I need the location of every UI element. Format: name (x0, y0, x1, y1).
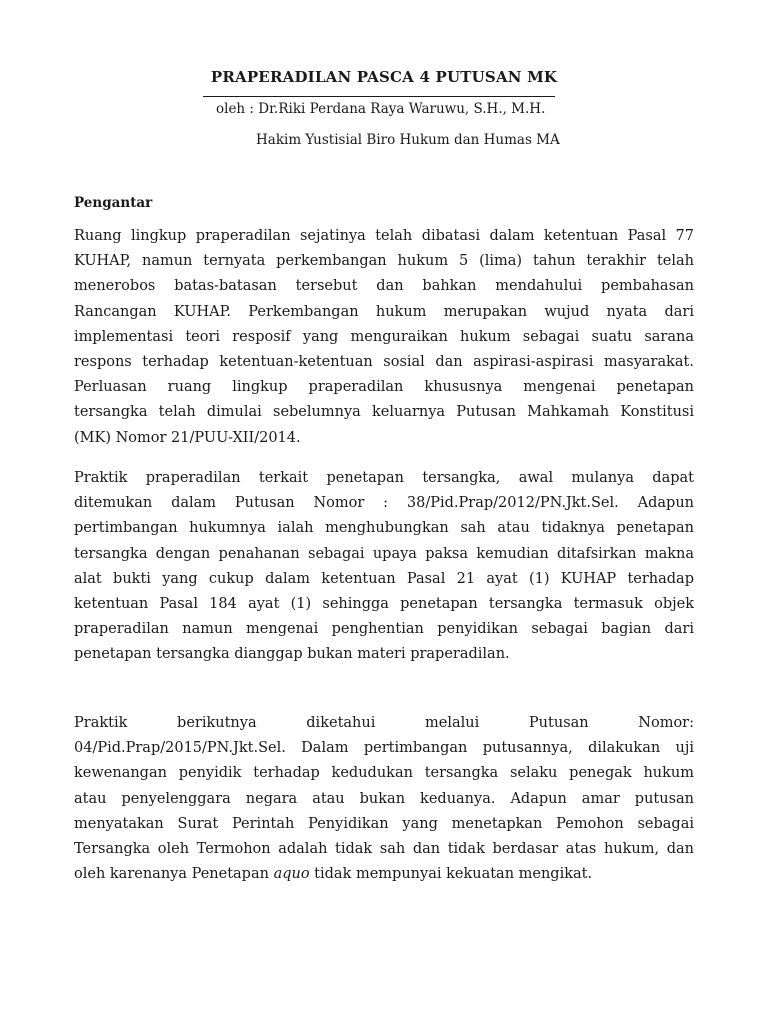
paragraph-line: Praktik berikutnya diketahui melalui Putusan Nomor: (74, 715, 694, 731)
affiliation-line: Hakim Yustisial Biro Hukum dan Humas MA (256, 132, 560, 148)
paragraph-line: tersangka dengan penahanan sebagai upaya paksa kemudian ditafsirkan makna (74, 545, 694, 562)
paragraph-2 (74, 466, 694, 668)
title-underline (203, 96, 555, 97)
author-line: oleh : Dr.Riki Perdana Raya Waruwu, S.H., M.H. (216, 101, 546, 117)
paragraph-line: atau penyelenggara negara atau bukan keduanya. Adapun amar putusan (74, 790, 694, 807)
paragraph-line: Ruang lingkup praperadilan sejatinya telah dibatasi dalam ketentuan Pasal 77 (74, 228, 694, 244)
paragraph-line: implementasi teori resposif yang menguraikan hukum sebagai suatu sarana (74, 328, 694, 345)
paragraph-1 (74, 224, 694, 451)
paragraph-3 (74, 711, 694, 887)
paragraph-line: 04/Pid.Prap/2015/PN.Jkt.Sel. Dalam pertimbangan putusannya, dilakukan uji (74, 740, 694, 757)
paragraph-line: menyatakan Surat Perintah Penyidikan yang menetapkan Pemohon sebagai (74, 815, 694, 832)
paragraph-line: (MK) Nomor 21/PUU-XII/2014. (74, 429, 301, 446)
paragraph-line: menerobos batas-batasan tersebut dan bahkan mendahului pembahasan (74, 278, 694, 295)
paragraph-line: penetapan tersangka dianggap bukan materi praperadilan. (74, 646, 510, 663)
paragraph-line: respons terhadap ketentuan-ketentuan sosial dan aspirasi-aspirasi masyarakat. (74, 354, 694, 371)
paragraph-line: Praktik praperadilan terkait penetapan tersangka, awal mulanya dapat (74, 470, 694, 486)
paragraph-line: praperadilan namun mengenai penghentian penyidikan sebagai bagian dari (74, 621, 694, 638)
paragraph-line: alat bukti yang cukup dalam ketentuan Pasal 21 ayat (1) KUHAP terhadap (74, 570, 694, 587)
paragraph-line: ketentuan Pasal 184 ayat (1) sehingga penetapan tersangka termasuk objek (74, 596, 694, 613)
section-heading: Pengantar (74, 195, 153, 211)
paragraph-line: Perluasan ruang lingkup praperadilan khususnya mengenai penetapan (74, 379, 694, 396)
paragraph-line: pertimbangan hukumnya ialah menghubungkan sah atau tidaknya penetapan (74, 520, 694, 537)
paragraph-line: kewenangan penyidik terhadap kedudukan tersangka selaku penegak hukum (74, 765, 694, 782)
paragraph-line: Rancangan KUHAP. Perkembangan hukum merupakan wujud nyata dari (74, 303, 694, 320)
paragraph-line: Tersangka oleh Termohon adalah tidak sah dan tidak berdasar atas hukum, dan (74, 841, 694, 858)
paragraph-line: tersangka telah dimulai sebelumnya keluarnya Putusan Mahkamah Konstitusi (74, 404, 694, 421)
document-title: PRAPERADILAN PASCA 4 PUTUSAN MK (210, 68, 558, 86)
text-run: oleh karenanya Penetapan (74, 866, 274, 883)
paragraph-line (74, 862, 694, 887)
italic-term: aquo (273, 866, 310, 883)
text-run: tidak mempunyai kekuatan mengikat. (309, 866, 593, 883)
paragraph-line: ditemukan dalam Putusan Nomor : 38/Pid.Prap/2012/PN.Jkt.Sel. Adapun (74, 495, 694, 512)
paragraph-line: KUHAP, namun ternyata perkembangan hukum 5 (lima) tahun terakhir telah (74, 253, 694, 270)
